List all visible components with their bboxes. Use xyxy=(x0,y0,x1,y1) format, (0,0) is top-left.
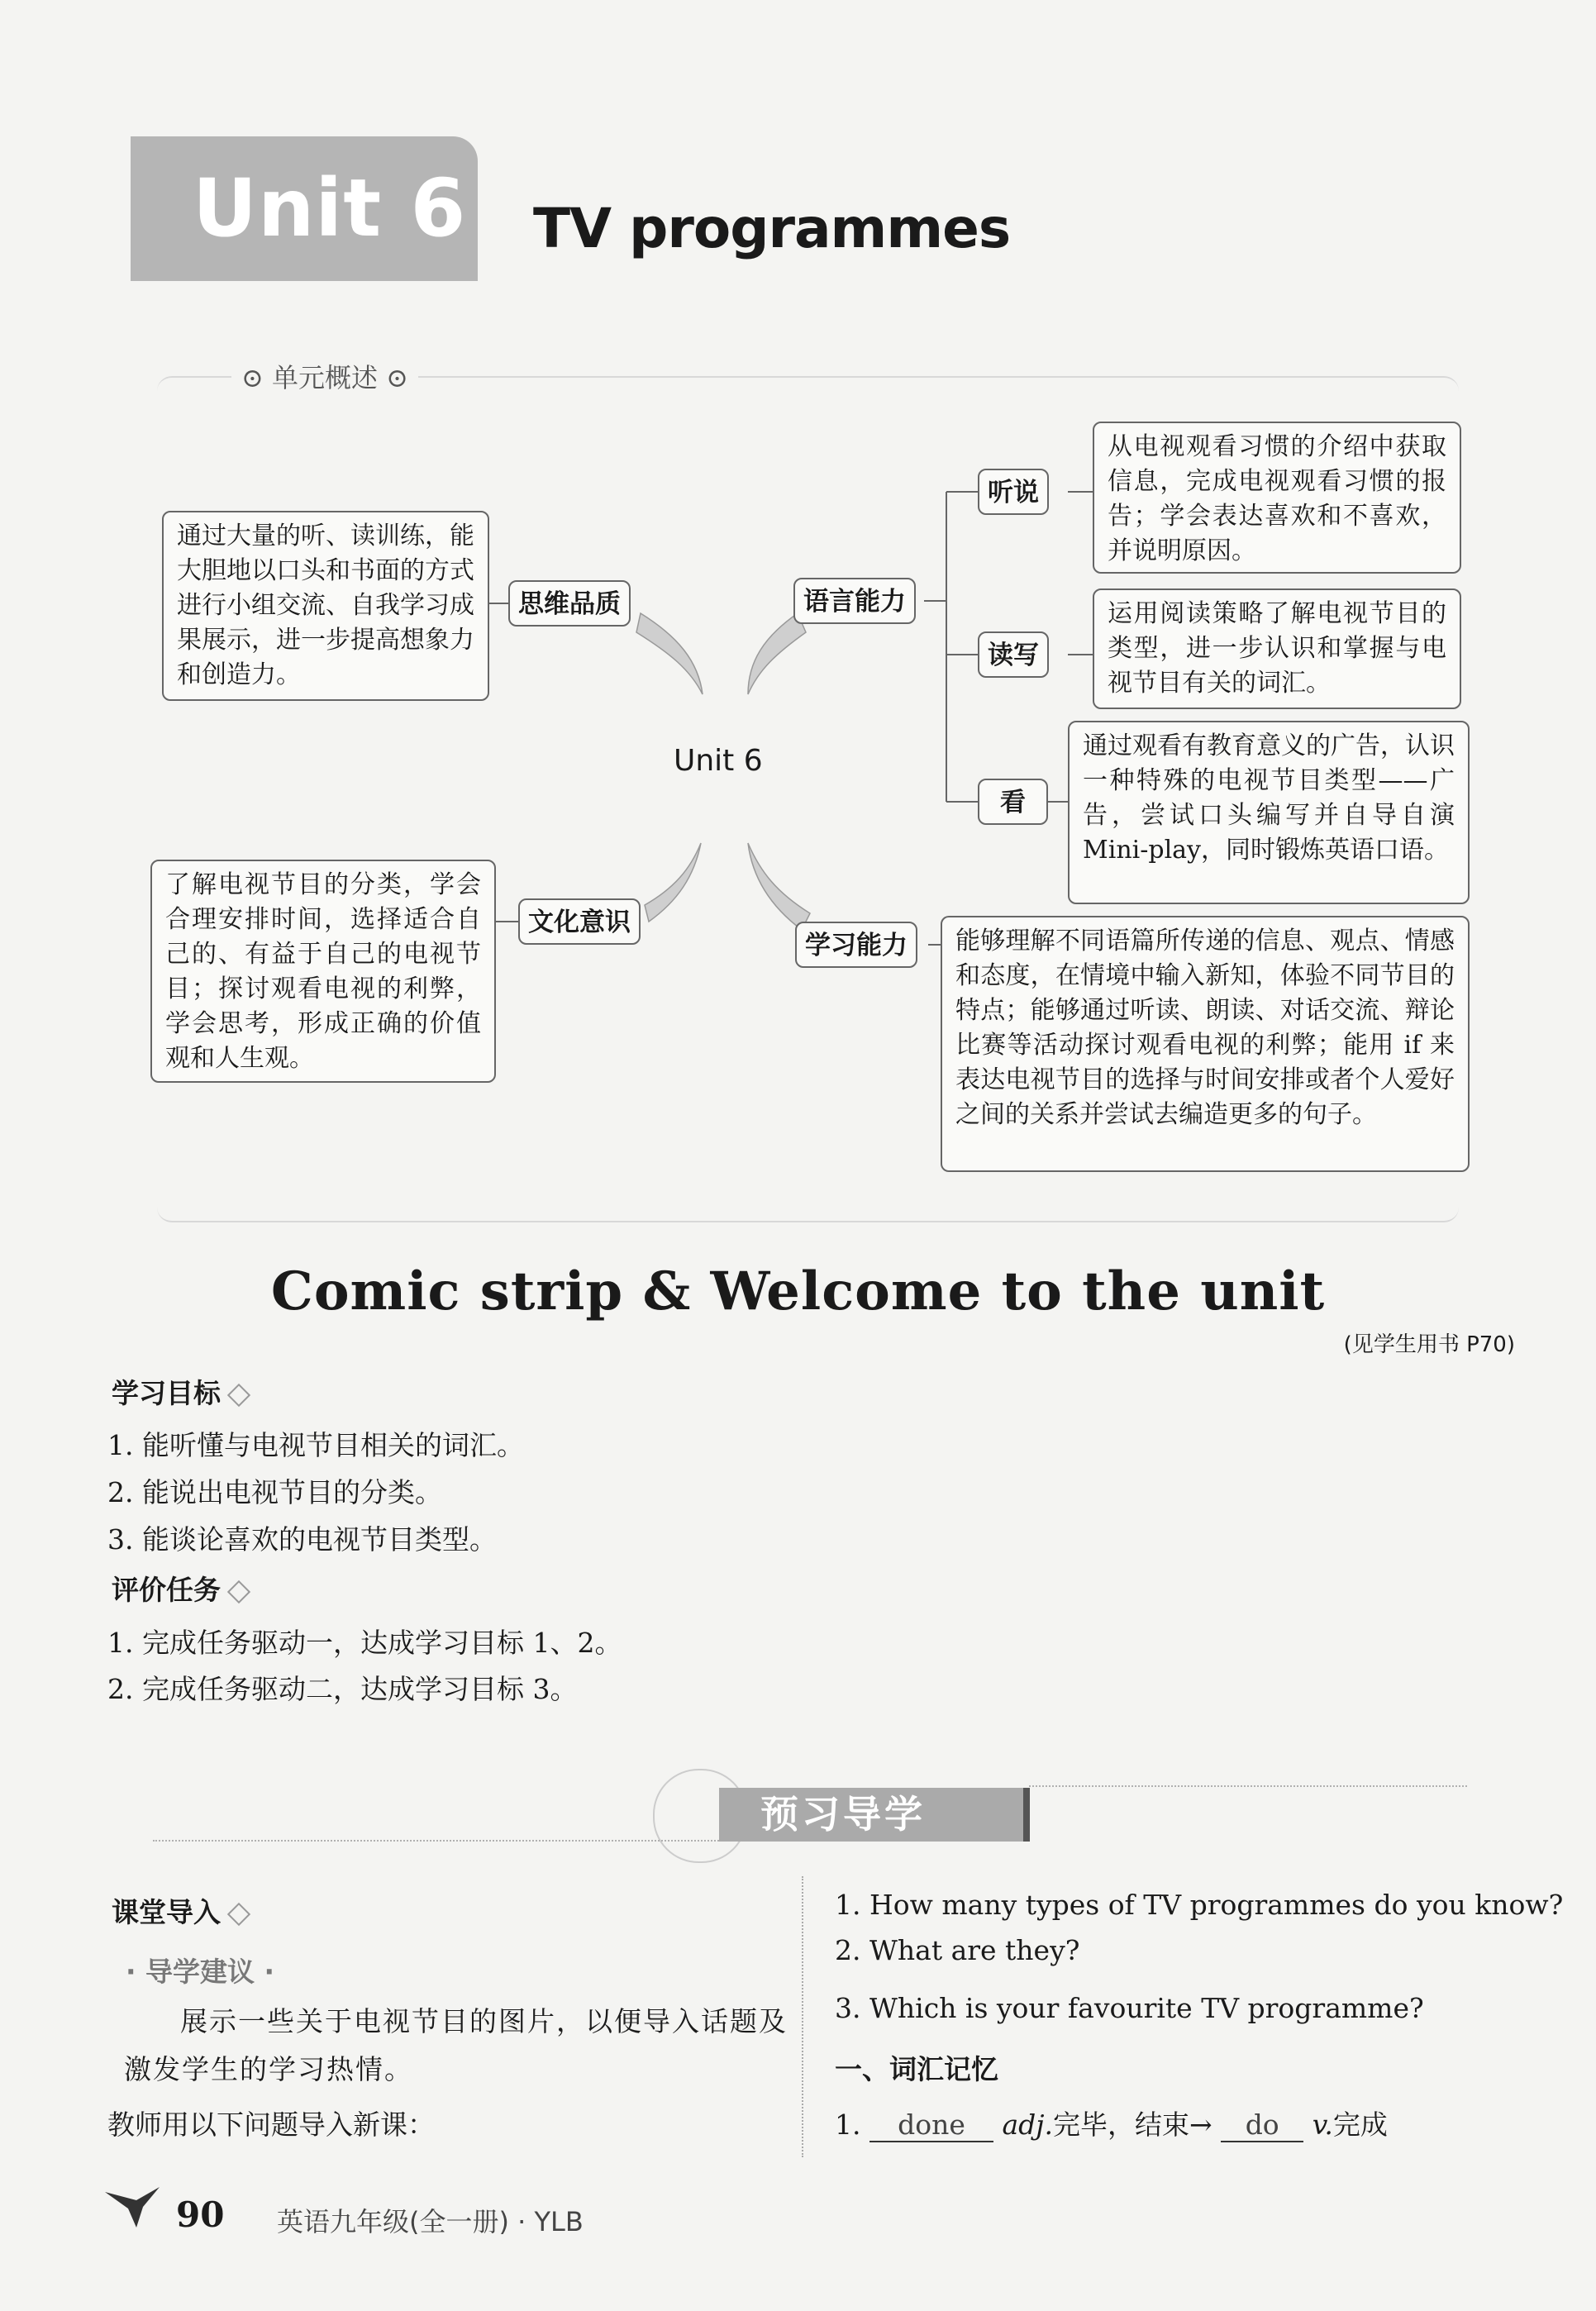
objective-item: 3. 能谈论喜欢的电视节目类型。 xyxy=(107,1523,497,1556)
lead-in-heading: 课堂导入 xyxy=(112,1891,247,1930)
section-reference: (见学生用书 P70) xyxy=(1343,1332,1515,1357)
guide-text: 展示一些关于电视节目的图片，以便导入话题及 xyxy=(180,2005,788,2037)
unit-title: TV programmes xyxy=(533,197,1011,260)
learning-text: 能够理解不同语篇所传递的信息、观点、情感和态度，在情境中输入新知，体验不同节目的特点；能够通过听读、朗读、对话交流、辩论比赛等活动探讨观看电视的利弊；能用 if 来表达电视节目的选择与时间安排或者个人爱好之间的关系并尝试去编造更多的句子。 xyxy=(941,916,1470,1172)
objective-item: 2. 能说出电视节目的分类。 xyxy=(107,1476,442,1508)
circle-icon: ⊙ xyxy=(241,362,264,393)
answer-blank[interactable]: done xyxy=(869,2108,993,2142)
guide-subheading: · 导学建议 · xyxy=(126,1956,275,1988)
listen-speak-label: 听说 xyxy=(978,469,1049,515)
language-label: 语言能力 xyxy=(793,578,916,624)
preview-banner: 预习导学 xyxy=(719,1788,1029,1842)
listen-speak-text: 从电视观看习惯的介绍中获取信息，完成电视观看习惯的报告；学会表达喜欢和不喜欢，并说明原因。 xyxy=(1093,422,1461,574)
diamond-icon xyxy=(227,1383,250,1406)
read-write-label: 读写 xyxy=(978,631,1049,678)
objective-item: 1. 能听懂与电视节目相关的词汇。 xyxy=(107,1429,524,1461)
footer-book-title: 英语九年级(全一册) · YLB xyxy=(277,2206,584,2237)
unit-badge: Unit 6 xyxy=(131,136,478,281)
banner-bar xyxy=(1023,1788,1030,1842)
thinking-text: 通过大量的听、读训练，能大胆地以口头和书面的方式进行小组交流、自我学习成果展示，进一步提高想象力和创造力。 xyxy=(162,511,489,701)
culture-text: 了解电视节目的分类，学会合理安排时间，选择适合自己的、有益于自己的电视节目；探讨观看电视的利弊，学会思考，形成正确的价值观和人生观。 xyxy=(150,860,496,1083)
guide-text: 激发学生的学习热情。 xyxy=(124,2053,413,2085)
read-write-text: 运用阅读策略了解电视节目的类型，进一步认识和掌握与电视节目有关的词汇。 xyxy=(1093,588,1461,709)
question-item: 2. What are they? xyxy=(835,1934,1080,1966)
vocab-heading: 一、词汇记忆 xyxy=(835,2053,998,2085)
task-item: 1. 完成任务驱动一，达成学习目标 1、2。 xyxy=(107,1627,622,1659)
circle-icon: ⊙ xyxy=(386,362,408,393)
question-item: 3. Which is your favourite TV programme? xyxy=(835,1992,1424,2024)
objectives-heading: 学习目标 xyxy=(112,1372,247,1411)
vocab-item: 1. done adj.完毕，结束→ do v.完成 xyxy=(835,2108,1388,2141)
culture-label: 文化意识 xyxy=(518,898,641,945)
tasks-heading: 评价任务 xyxy=(112,1569,247,1608)
teacher-prompt: 教师用以下问题导入新课： xyxy=(107,2108,435,2141)
page-number: 90 xyxy=(176,2194,225,2235)
section-title: Comic strip & Welcome to the unit xyxy=(270,1260,1326,1322)
bird-logo-icon xyxy=(103,2182,161,2232)
overview-heading-text: 单元概述 xyxy=(271,362,378,393)
column-divider xyxy=(802,1876,803,2157)
diamond-icon xyxy=(227,1580,250,1603)
thinking-label: 思维品质 xyxy=(508,580,631,627)
answer-blank[interactable]: do xyxy=(1221,2108,1303,2142)
question-item: 1. How many types of TV programmes do you know? xyxy=(835,1889,1564,1921)
learning-label: 学习能力 xyxy=(795,922,917,968)
task-item: 2. 完成任务驱动二，达成学习目标 3。 xyxy=(107,1673,578,1705)
view-label: 看 xyxy=(978,779,1048,825)
banner-rule xyxy=(153,1840,719,1842)
view-text: 通过观看有教育意义的广告，认识一种特殊的电视节目类型——广告，尝试口头编写并自导自演 Mini-play，同时锻炼英语口语。 xyxy=(1068,721,1470,904)
diamond-icon xyxy=(227,1902,250,1925)
mind-map-center: Unit 6 xyxy=(674,744,763,778)
banner-rule xyxy=(1029,1785,1467,1787)
